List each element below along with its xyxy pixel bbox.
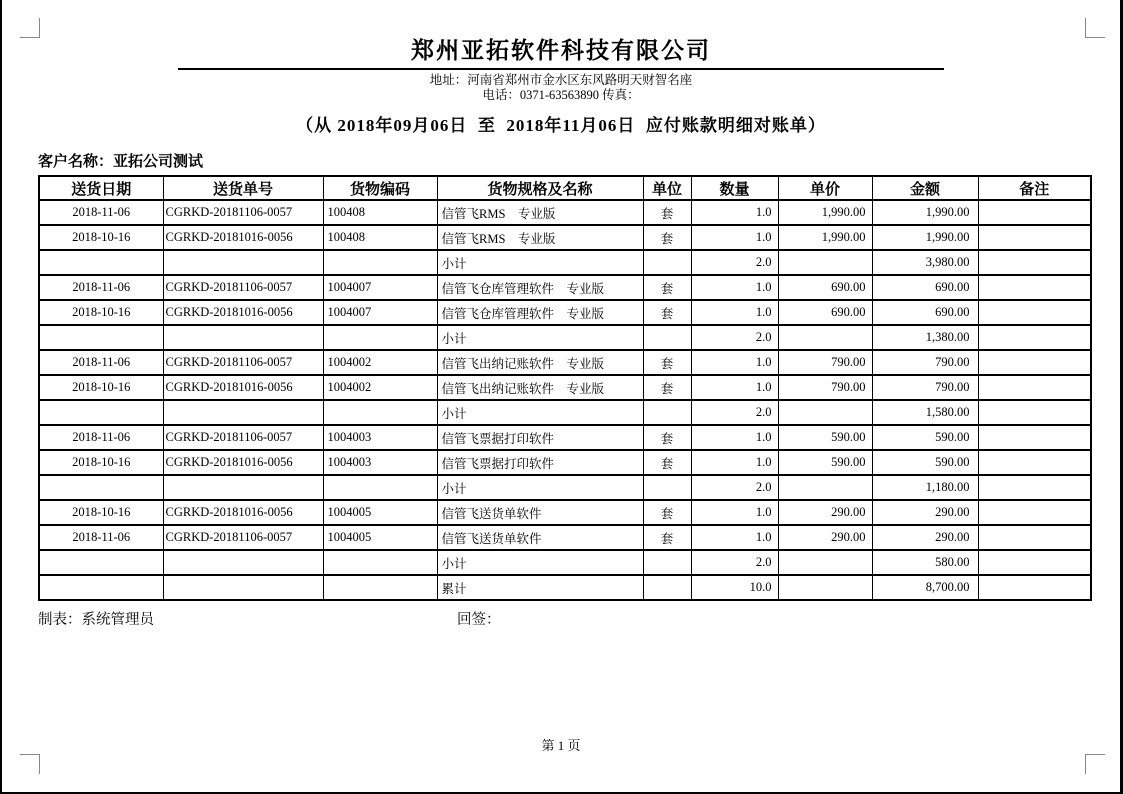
table-cell: 290.00	[872, 525, 978, 550]
table-cell: 信管飞RMS 专业版	[437, 200, 643, 225]
table-cell	[163, 575, 323, 600]
table-cell: CGRKD-20181106-0057	[163, 275, 323, 300]
table-cell: CGRKD-20181106-0057	[163, 350, 323, 375]
table-header-cell: 单位	[643, 176, 691, 200]
table-cell: 信管飞票据打印软件	[437, 425, 643, 450]
table-cell: 100408	[323, 200, 437, 225]
table-cell: 套	[643, 450, 691, 475]
table-cell	[978, 400, 1091, 425]
table-cell	[163, 250, 323, 275]
table-cell	[978, 375, 1091, 400]
table-cell: 2018-11-06	[39, 425, 163, 450]
table-cell: 1004005	[323, 500, 437, 525]
table-cell: 1.0	[691, 300, 778, 325]
table-cell: 1.0	[691, 225, 778, 250]
table-cell: 2018-10-16	[39, 225, 163, 250]
table-cell: CGRKD-20181016-0056	[163, 500, 323, 525]
table-cell	[978, 525, 1091, 550]
table-cell: 信管飞票据打印软件	[437, 450, 643, 475]
table-header-cell: 送货日期	[39, 176, 163, 200]
table-cell: CGRKD-20181016-0056	[163, 450, 323, 475]
table-cell	[323, 250, 437, 275]
table-cell: 690.00	[872, 300, 978, 325]
table-cell	[778, 550, 872, 575]
table-cell: CGRKD-20181016-0056	[163, 225, 323, 250]
table-cell: 3,980.00	[872, 250, 978, 275]
table-cell: 790.00	[778, 375, 872, 400]
table-cell: 2.0	[691, 250, 778, 275]
table-cell: 套	[643, 275, 691, 300]
table-cell: 590.00	[872, 425, 978, 450]
document-footer	[2, 608, 1120, 628]
table-cell: 1.0	[691, 375, 778, 400]
table-row	[39, 475, 1091, 500]
table-cell: 信管飞出纳记账软件 专业版	[437, 375, 643, 400]
table-cell	[778, 250, 872, 275]
table-cell	[978, 475, 1091, 500]
table-cell: 1.0	[691, 425, 778, 450]
table-row	[39, 575, 1091, 600]
table-row	[39, 325, 1091, 350]
customer-name-line: 客户名称：亚拓公司测试	[38, 154, 204, 170]
table-cell: 小计	[437, 400, 643, 425]
table-cell: 1.0	[691, 350, 778, 375]
table-cell	[323, 325, 437, 350]
table-cell	[778, 325, 872, 350]
table-cell	[323, 400, 437, 425]
table-cell: 小计	[437, 475, 643, 500]
table-cell: 1004002	[323, 375, 437, 400]
table-header-cell: 货物规格及名称	[437, 176, 643, 200]
table-cell: 信管飞出纳记账软件 专业版	[437, 350, 643, 375]
table-cell: 790.00	[778, 350, 872, 375]
table-cell: 1,990.00	[778, 200, 872, 225]
table-cell	[978, 300, 1091, 325]
title-underline-rule	[178, 68, 944, 70]
table-cell: 1,990.00	[872, 200, 978, 225]
margin-corner-mark-bottom-right	[1085, 754, 1105, 774]
table-header-cell: 备注	[978, 176, 1091, 200]
table-cell: 1.0	[691, 275, 778, 300]
table-row	[39, 400, 1091, 425]
table-cell: 套	[643, 200, 691, 225]
table-cell: 790.00	[872, 375, 978, 400]
table-cell	[39, 400, 163, 425]
table-cell: 2.0	[691, 550, 778, 575]
table-cell	[163, 400, 323, 425]
table-cell: 小计	[437, 550, 643, 575]
table-row	[39, 200, 1091, 225]
table-cell: 信管飞送货单软件	[437, 500, 643, 525]
table-cell: 1004007	[323, 300, 437, 325]
table-cell: 2018-11-06	[39, 275, 163, 300]
table-cell	[643, 550, 691, 575]
table-cell: 8,700.00	[872, 575, 978, 600]
table-header-cell: 送货单号	[163, 176, 323, 200]
table-cell: 1.0	[691, 500, 778, 525]
table-row	[39, 550, 1091, 575]
table-cell	[978, 550, 1091, 575]
table-cell: CGRKD-20181106-0057	[163, 200, 323, 225]
table-cell	[978, 425, 1091, 450]
table-cell	[643, 475, 691, 500]
table-cell: 290.00	[872, 500, 978, 525]
table-row	[39, 275, 1091, 300]
phone-fax-line: 电话：0371-63563890 传真：	[482, 88, 640, 102]
table-cell: 1004007	[323, 275, 437, 300]
table-header-cell: 单价	[778, 176, 872, 200]
table-cell: 套	[643, 375, 691, 400]
table-cell: 590.00	[872, 450, 978, 475]
table-row	[39, 525, 1091, 550]
margin-corner-mark-bottom-left	[20, 754, 40, 774]
table-cell: 1,990.00	[872, 225, 978, 250]
table-cell	[323, 475, 437, 500]
table-cell: 小计	[437, 250, 643, 275]
table-cell: 套	[643, 525, 691, 550]
table-cell	[778, 475, 872, 500]
table-row	[39, 250, 1091, 275]
table-cell: 2018-11-06	[39, 350, 163, 375]
table-cell: CGRKD-20181016-0056	[163, 300, 323, 325]
table-header-cell: 货物编码	[323, 176, 437, 200]
table-row	[39, 350, 1091, 375]
table-cell	[978, 325, 1091, 350]
table-cell: 套	[643, 225, 691, 250]
margin-corner-mark-top-right	[1085, 18, 1105, 38]
table-cell	[778, 400, 872, 425]
table-cell: 2018-10-16	[39, 300, 163, 325]
table-row	[39, 500, 1091, 525]
table-cell: 套	[643, 300, 691, 325]
table-cell	[323, 575, 437, 600]
table-cell	[163, 475, 323, 500]
table-cell: 信管飞仓库管理软件 专业版	[437, 300, 643, 325]
table-cell	[978, 275, 1091, 300]
table-cell	[39, 575, 163, 600]
table-cell: 690.00	[872, 275, 978, 300]
table-cell: 1004002	[323, 350, 437, 375]
table-cell	[643, 400, 691, 425]
table-cell: 1,380.00	[872, 325, 978, 350]
table-cell	[978, 450, 1091, 475]
table-cell	[643, 250, 691, 275]
table-cell: 1.0	[691, 200, 778, 225]
table-cell	[163, 550, 323, 575]
table-cell	[39, 475, 163, 500]
table-cell	[643, 575, 691, 600]
prepared-by-label: 制表：系统管理员	[38, 612, 154, 628]
table-cell: 小计	[437, 325, 643, 350]
address-line: 地址：河南省郑州市金水区东风路明天财智名座	[429, 73, 693, 87]
table-cell	[39, 250, 163, 275]
table-cell	[323, 550, 437, 575]
table-cell: 10.0	[691, 575, 778, 600]
table-cell: 信管飞RMS 专业版	[437, 225, 643, 250]
table-cell: 590.00	[778, 425, 872, 450]
table-cell: 1,580.00	[872, 400, 978, 425]
table-row	[39, 450, 1091, 475]
table-cell: 累计	[437, 575, 643, 600]
table-cell: 790.00	[872, 350, 978, 375]
table-cell: 2018-11-06	[39, 200, 163, 225]
table-cell	[643, 325, 691, 350]
table-cell: 1.0	[691, 450, 778, 475]
table-cell: 套	[643, 500, 691, 525]
table-cell: 信管飞仓库管理软件 专业版	[437, 275, 643, 300]
table-cell: 2018-11-06	[39, 525, 163, 550]
table-cell: 2018-10-16	[39, 375, 163, 400]
statement-table-body	[39, 200, 1091, 600]
company-title: 郑州亚拓软件科技有限公司	[411, 38, 711, 63]
table-cell: 套	[643, 425, 691, 450]
table-cell	[978, 350, 1091, 375]
table-cell: 2018-10-16	[39, 500, 163, 525]
table-cell: 590.00	[778, 450, 872, 475]
table-cell: 290.00	[778, 500, 872, 525]
table-cell	[978, 250, 1091, 275]
table-cell: 信管飞送货单软件	[437, 525, 643, 550]
table-cell: 套	[643, 350, 691, 375]
margin-corner-mark-top-left	[20, 18, 40, 38]
table-cell	[978, 200, 1091, 225]
table-cell	[778, 575, 872, 600]
table-cell: 2.0	[691, 400, 778, 425]
table-cell	[978, 500, 1091, 525]
table-cell: CGRKD-20181106-0057	[163, 425, 323, 450]
document-header	[2, 0, 1120, 136]
table-header-cell: 数量	[691, 176, 778, 200]
table-cell: CGRKD-20181016-0056	[163, 375, 323, 400]
table-cell	[39, 325, 163, 350]
table-cell: 580.00	[872, 550, 978, 575]
table-header-row	[39, 176, 1091, 200]
statement-title: （从 2018年09月06日 至 2018年11月06日 应付账款明细对账单）	[296, 116, 826, 135]
table-cell	[39, 550, 163, 575]
table-cell: 2.0	[691, 475, 778, 500]
table-row	[39, 225, 1091, 250]
page-number: 第 1 页	[541, 738, 581, 753]
table-header-cell: 金额	[872, 176, 978, 200]
statement-table	[38, 175, 1092, 601]
table-cell: 1.0	[691, 525, 778, 550]
table-cell: 1004003	[323, 425, 437, 450]
table-cell: 690.00	[778, 275, 872, 300]
table-cell: 1004003	[323, 450, 437, 475]
table-cell: 690.00	[778, 300, 872, 325]
table-row	[39, 425, 1091, 450]
table-row	[39, 300, 1091, 325]
sign-back-label: 回签：	[457, 612, 501, 628]
table-cell: 1004005	[323, 525, 437, 550]
table-cell: 1,990.00	[778, 225, 872, 250]
table-cell: CGRKD-20181106-0057	[163, 525, 323, 550]
table-cell	[978, 225, 1091, 250]
table-cell: 290.00	[778, 525, 872, 550]
table-cell: 2.0	[691, 325, 778, 350]
table-cell: 2018-10-16	[39, 450, 163, 475]
table-cell	[978, 575, 1091, 600]
table-cell: 100408	[323, 225, 437, 250]
table-cell: 1,180.00	[872, 475, 978, 500]
table-cell	[163, 325, 323, 350]
table-row	[39, 375, 1091, 400]
